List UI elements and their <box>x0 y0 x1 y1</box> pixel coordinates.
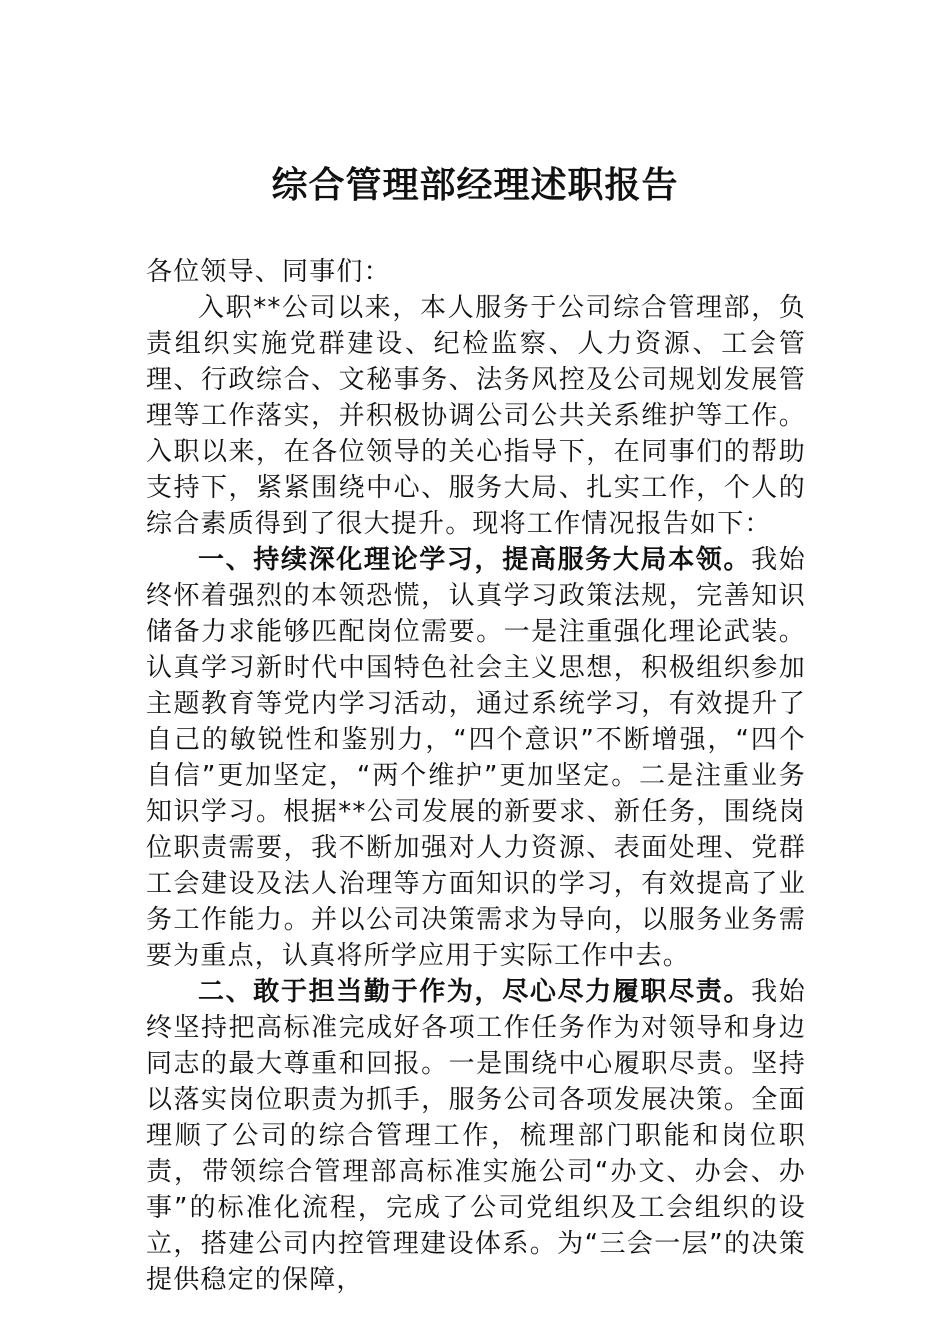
section-paragraph-1 <box>146 542 806 974</box>
intro-paragraph: 入职**公司以来，本人服务于公司综合管理部，负责组织实施党群建设、纪检监察、人力资源、工会管理、行政综合、文秘事务、法务风控及公司规划发展管理等工作落实，并积极协调公司公共关系维护等工作。入职以来，在各位领导的关心指导下，在同事们的帮助支持下，紧紧围绕中心、服务大局、扎实工作，个人的综合素质得到了很大提升。现将工作情况报告如下： <box>146 293 806 539</box>
document-body <box>146 254 806 1298</box>
section-heading-2: 二、敢于担当勤于作为，尽心尽力履职尽责。 <box>198 977 752 1007</box>
salutation: 各位领导、同事们： <box>146 257 391 287</box>
document-title: 综合管理部经理述职报告 <box>271 164 679 206</box>
section-text-1: 我始终怀着强烈的本领恐慌，认真学习政策法规，完善知识储备力求能够匹配岗位需要。一是注重强化理论武装。认真学习新时代中国特色社会主义思想，积极组织参加主题教育等党内学习活动，通过系统学习，有效提升了自己的敏锐性和鉴别力，“四个意识”不断增强，“四个自信”更加坚定，“两个维护”更加坚定。二是注重业务知识学习。根据**公司发展的新要求、新任务，围绕岗位职责需要，我不断加强对人力资源、表面处理、党群工会建设及法人治理等方面知识的学习，有效提高了业务工作能力。并以公司决策需求为导向，以服务业务需要为重点，认真将所学应用于实际工作中去。 <box>146 545 806 971</box>
section-text-2: 我始终坚持把高标准完成好各项工作任务作为对领导和身边同志的最大尊重和回报。一是围绕中心履职尽责。坚持以落实岗位职责为抓手，服务公司各项发展决策。全面理顺了公司的综合管理工作，梳理部门职能和岗位职责，带领综合管理部高标准实施公司“办文、办会、办事”的标准化流程，完成了公司党组织及工会组织的设立，搭建公司内控管理建设体系。为“三会一层”的决策提供稳定的保障， <box>146 977 806 1295</box>
section-heading-1: 一、持续深化理论学习，提高服务大局本领。 <box>198 545 752 575</box>
section-paragraph-2 <box>146 974 806 1298</box>
